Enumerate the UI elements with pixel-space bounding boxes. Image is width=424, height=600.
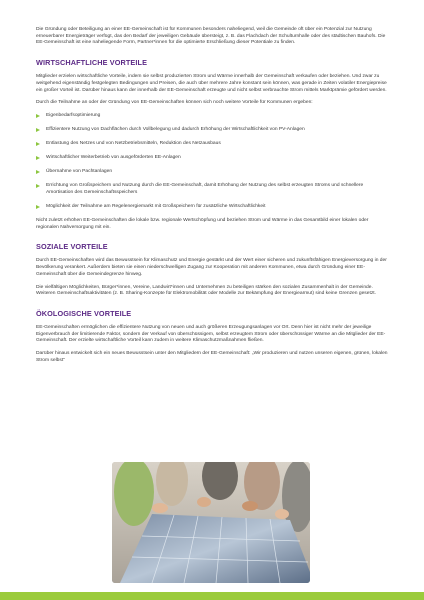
list-item-text: Eigenbedarfsoptimierung [46,112,101,118]
list-item [36,155,388,162]
ecological-paragraph-2: Darüber hinaus entwickelt sich ein neues Bewusstsein unter den Mitgliedern der EE-Gemeinschaft: „Wir produzieren und nutzen unseren eigenen, grünen, lokalen Strom selbst“ [36,351,388,363]
document-body [36,27,388,371]
solar-panel-team-photo [112,462,310,583]
economic-paragraph-2: Durch die Teilnahme an oder der Gründung von EE-Gemeinschaften können sich noch weitere Vorteile für Kommunen ergeben: [36,100,313,106]
triangle-bullet-icon [36,184,40,188]
social-paragraph-1: Durch EE-Gemeinschaften wird das Bewusstsein für Klimaschutz und Energie gestärkt und der Wert einer sicheren und zukunftsfähigen Energieversorgung in der Bevölkerung verankert. Außerdem bieten sie einen niederschwelligen Zugang zur Kooperation mit anderen Kommunen, etwa durch Gründung einer EE-Gemeinschaft über die Gemeindegrenze hinweg. [36,258,387,277]
triangle-bullet-icon [36,128,40,132]
heading-ecological-benefits: ÖKOLOGISCHE VORTEILE [36,309,132,318]
list-item-text: Übernahme von Pachtanlagen [46,169,113,175]
list-item [36,127,388,134]
list-item [36,141,388,148]
list-item-text: Entlastung des Netzes und von Netzbetriebsmitteln, Reduktion des Netzausbaus [46,141,221,147]
triangle-bullet-icon [36,156,40,160]
triangle-bullet-icon [36,170,40,174]
solar-panel-illustration [112,462,310,583]
heading-economic-benefits: WIRTSCHAFTLICHE VORTEILE [36,58,148,68]
list-item-text: Effizientere Nutzung von Dachflächen durch Vollbelegung und dadurch Erhöhung der Wirtschaftlichkeit von PV-Anlagen [46,127,305,133]
list-item [36,113,388,120]
list-item [36,183,388,196]
list-item [36,204,388,211]
social-paragraph-2: Die vielfältigen Möglichkeiten, Bürger*innen, Vereine, Landwirt*innen und Unternehmen zu beteiligen stärken den sozialen Zusammenhalt in der Gemeinde. Weiteren Gemeinschaftsaktivitäten (z. B. Sharing-Konzepte für Elektromobilität oder Modelle zur Bekämpfung der Energiearmut) sind keine Grenzen gesetzt. [36,284,376,297]
list-item-text: Errichtung von Großspeichern und Nutzung durch die EE-Gemeinschaft, damit Erhöhung der Nutzung des selbst erzeugten Stroms und schnellere Amortisation des Gemeinschaftsspeichers [46,183,364,195]
list-item-text: Möglichkeit der Teilnahme am Regelenergiemarkt mit Großspeichern für zusätzliche Wirtschaftlichkeit [46,203,266,209]
footer-accent-bar [0,592,424,600]
ecological-paragraph-1: EE-Gemeinschaften ermöglichen die effizientere Nutzung von neuen und auch größeren Erzeugungsanlagen vor Ort. Denn hier ist nicht mehr der jeweilige Eigenverbrauch der limitierende Faktor, sondern der Verkauf von überschüssigem, selbst erzeugtem Strom oder überschüssiger Wärme an die Mitglieder der EE-Gemeinschaft. Der erzielte wirtschaftliche Vorteil kann zudem in weitere Klimaschutzmaßnahmen fließen. [36,325,386,344]
intro-paragraph: Die Gründung oder Beteiligung an einer EE-Gemeinschaft ist für Kommunen besonders naheliegend, weil die Gemeinde oft über ein Potenzial zur Nutzung erneuerbarer Energieträger verfügt, das den Bedarf der jeweiligen Gebäude übersteigt, z. B. das Flachdach der Schulturnhalle oder des städtischen Bauhofs. Die EE-Gemeinschaft ist eine naheliegende Form, Partner*innen für die optimierte Erschließung dieser Potentiale zu finden. [36,27,386,46]
heading-social-benefits: SOZIALE VORTEILE [36,242,108,252]
triangle-bullet-icon [36,142,40,146]
economic-paragraph-3: Nicht zuletzt erhöhen EE-Gemeinschaften die lokale bzw. regionale Wertschöpfung und beziehen Strom und Wärme in das Gesamtbild einer lokalen oder regionalen Nahversorgung mit ein. [36,218,369,230]
list-item-text: Wirtschaftlicher Weiterbetrieb von ausgeförderten EE-Anlagen [46,155,181,161]
list-item [36,169,388,176]
triangle-bullet-icon [36,205,40,209]
economic-paragraph-1: Mitglieder erzielen wirtschaftliche Vorteile, indem sie selbst produzierten Strom und Wärme innerhalb der Gemeinschaft verkaufen oder beziehen. Und zwar zu weitgehend eigenständig festgelegten Bedingungen und Preisen, die auch über mehrere Jahre konstant sein können, was gerade in Zeiten volatiler Energiepreise ein großer Vorteil ist. Darüber hinaus kann der innerhalb der EE-Gemeinschaft erzeugte und nicht selbst verbrauchte Strom mittels Marktprämie gefördert werden. [36,74,387,93]
economic-benefits-list [36,113,388,211]
triangle-bullet-icon [36,114,40,118]
